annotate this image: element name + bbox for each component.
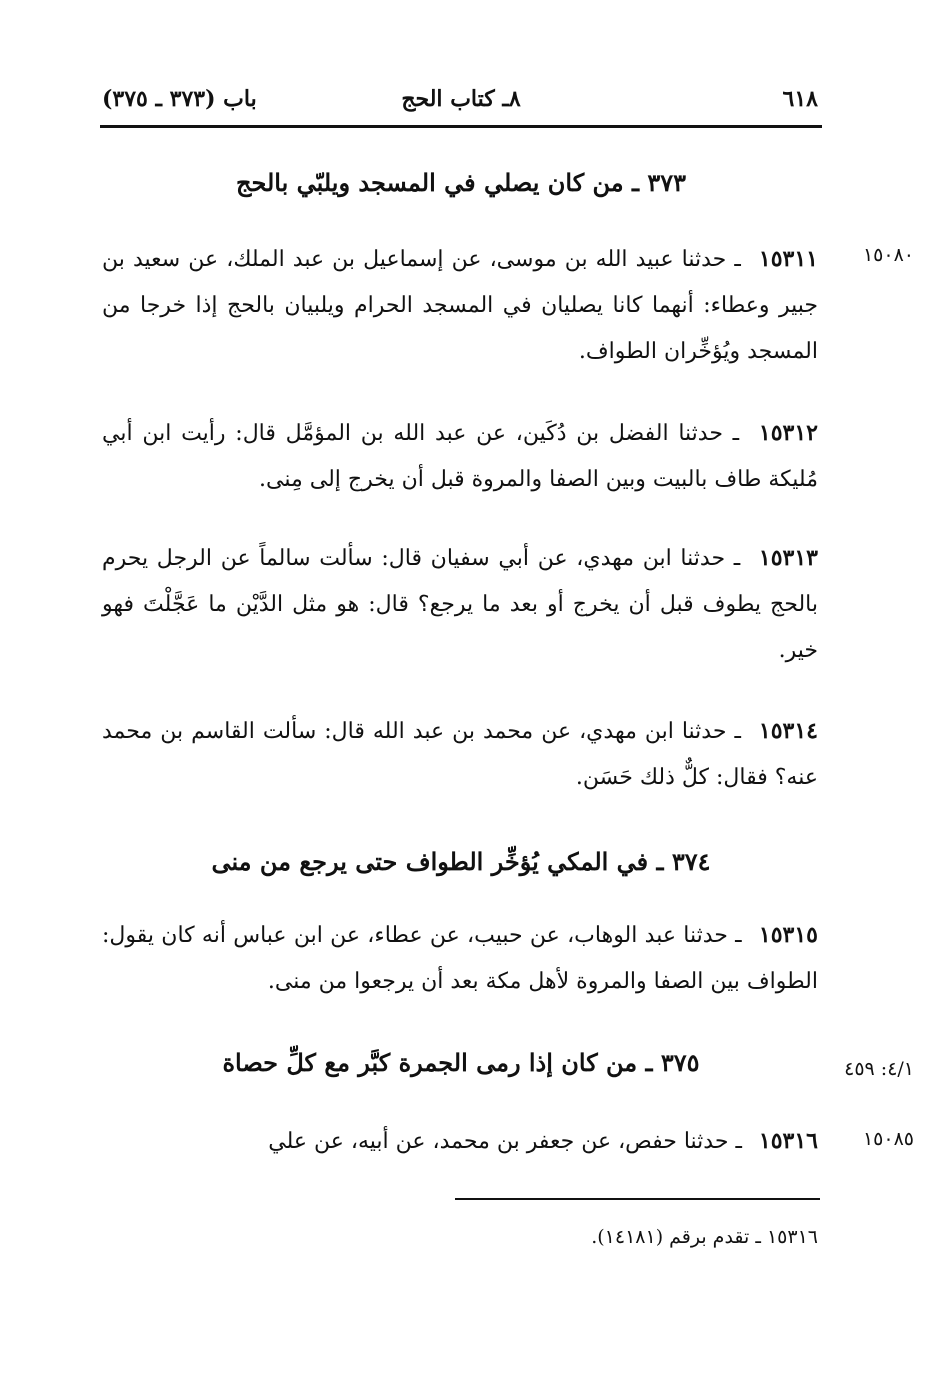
margin-ref-volume: ٤/١: ٤٥٩ <box>844 1058 914 1080</box>
header-rule <box>100 125 822 128</box>
hadith-text: ـ حدثنا الفضل بن دُكَين، عن عبد الله بن المؤمَّل قال: رأيت ابن أبي مُليكة طاف بالبيت وبين الصفا والمروة قبل أن يخرج إلى مِنى. <box>102 421 818 492</box>
footnote-rule <box>455 1198 820 1200</box>
hadith-number: ١٥٣١٥ <box>758 922 818 948</box>
hadith-number: ١٥٣١٤ <box>758 718 818 744</box>
hadith-number: ١٥٣١٣ <box>758 545 818 571</box>
chapter-range: باب (٣٧٣ ـ ٣٧٥) <box>102 86 257 112</box>
hadith-15311 <box>102 236 818 375</box>
hadith-number: ١٥٣١٢ <box>758 420 818 446</box>
book-title: ٨ـ كتاب الحج <box>401 86 521 112</box>
hadith-number: ١٥٣١٦ <box>758 1128 818 1154</box>
hadith-15315 <box>102 912 818 1005</box>
margin-ref-10080: ١٥٠٨٠ <box>862 244 914 266</box>
hadith-text: ـ حدثنا ابن مهدي، عن أبي سفيان قال: سألت سالماً عن الرجل يحرم بالحج يطوف قبل أن يخرج أو بعد ما يرجع؟ قال: هو مثل الدَّيْن ما عَجَّلْتَ فهو خير. <box>102 546 818 663</box>
hadith-text: ـ حدثنا عبيد الله بن موسى، عن إسماعيل بن عبد الملك، عن سعيد بن جبير وعطاء: أنهما كانا يصليان في المسجد الحرام ويلبيان بالحج إذا خرجا من المسجد ويُؤخِّران الطواف. <box>102 247 818 364</box>
hadith-15316 <box>102 1118 818 1165</box>
hadith-15314 <box>102 708 818 801</box>
section-heading-374: ٣٧٤ ـ في المكي يُؤخِّر الطواف حتى يرجع من منى <box>211 847 711 876</box>
hadith-text: ـ حدثنا ابن مهدي، عن محمد بن عبد الله قال: سألت القاسم بن محمد عنه؟ فقال: كلٌّ ذلك حَسَن. <box>102 719 818 790</box>
footnote: ١٥٣١٦ ـ تقدم برقم (١٤١٨١). <box>591 1226 818 1248</box>
page-number: ٦١٨ <box>782 86 818 112</box>
hadith-text: ـ حدثنا حفص، عن جعفر بن محمد، عن أبيه، عن علي <box>268 1129 742 1154</box>
section-heading-375: ٣٧٥ ـ من كان إذا رمى الجمرة كبَّر مع كلِّ حصاة <box>222 1048 700 1077</box>
hadith-15312 <box>102 410 818 503</box>
section-heading-373: ٣٧٣ ـ من كان يصلي في المسجد ويلبّي بالحج <box>235 168 687 197</box>
margin-ref-10085: ١٥٠٨٥ <box>862 1128 914 1150</box>
page-header <box>100 82 822 124</box>
hadith-15313 <box>102 535 818 674</box>
hadith-number: ١٥٣١١ <box>758 246 818 272</box>
hadith-text: ـ حدثنا عبد الوهاب، عن حبيب، عن عطاء، عن ابن عباس أنه كان يقول: الطواف بين الصفا والمروة لأهل مكة بعد أن يرجعوا من منى. <box>102 923 818 994</box>
